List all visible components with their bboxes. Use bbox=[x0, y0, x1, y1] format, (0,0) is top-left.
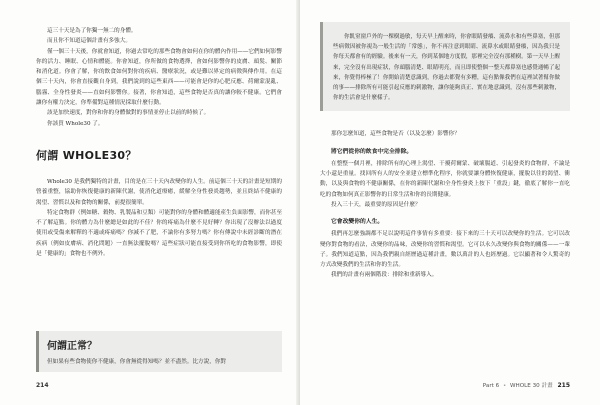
example-quote-box bbox=[320, 22, 570, 111]
body-paragraph: 這三十天是為了你獨一無二的身體。 bbox=[47, 28, 137, 34]
callout-text: 但如果有些食物使你不健康，你會無從得知嗎？並不盡然。比方說，你對 bbox=[47, 359, 227, 365]
callout-box bbox=[36, 331, 282, 372]
page-number-right: 215 bbox=[557, 382, 570, 389]
quote-text: 你飢窒窗戶外的一棵樹過敏，每天早上醒來時，你會眼睛發癢、流鼻水和有些鼻塞，但那些病徵因被你視為一般生活的「常態」，你不再注意到眼睛、流鼻水或眼睛發癢，因為我只是你每天都會有的經驗。後來有一天，你到某個地方度假，那裡完全沒有那種樹。第一天早上醒來，完全沒有出現症狀，你頭腦清楚、眼睛明亮，而且即使整個一整天都鼻塞也感覺通暢了起來，你覺得棒極了！你開始清楚意識到，你過去都覺有多糟，這有點像我們在這裡試著幫你做的事——排除所有可能引起反應的刺激物，讓你能夠真正、實在地意識到，沒有那些刺激物，你的生活會是什麼樣子。 bbox=[333, 34, 560, 102]
body-paragraph: 特定食物群（例如糖、穀物、乳製品和豆類）可能對你的身體和體適能產生負面影響，而你甚至不了解這點。你的體力為什麼總是如此的不佳？你的疼痛為什麼不見好轉？你出現了沒辦法以過度使用或受傷來解釋的不適或疼痛嗎？你減不了肥，不論你有多努力嗎？你有傳說中未經診斷的潛在疾病（例如皮膚病、消化問題）一直無法擺脫嗎？這些症狀可能直接受到你所吃的食物影響，即使是「健康的」食物也不例外。 bbox=[36, 209, 282, 258]
part-label: Part 6 bbox=[482, 383, 500, 389]
body-paragraph: 我們的計畫有兩個階段：排除和重新導入。 bbox=[331, 272, 438, 279]
body-paragraph: 投入三十天，最重要的原因是什麼？ bbox=[331, 201, 421, 208]
right-page bbox=[300, 0, 600, 405]
section-heading: 何謂 WHOLE30？ bbox=[36, 148, 137, 162]
page-number-left: 214 bbox=[36, 382, 49, 389]
body-paragraph: 該是加快速度，對你和你的身體做對的事情並停止以前的時候了。 bbox=[47, 110, 210, 117]
subheading: 將它們從你的飲食中完全排除。 bbox=[331, 148, 413, 155]
subheading: 它會改變你的人生。 bbox=[331, 219, 384, 226]
body-paragraph: 而且你不知道這個計畫有多強大。 bbox=[47, 38, 131, 45]
body-paragraph: 我們再怎麼強調都不足以說明這件事情有多重要：接下來的三十天可以改變你的生活。它可以改變你對食物的看法，改變你的品味，改變你的習慣和渴望。它可以永久改變你與食物的關係——一輩子。我們知道這點，因為我們親自經歷過這種計畫，數以萬計的人也經歷過。它以顯著和令人驚奇的方式改變我們的生活和你的生活。 bbox=[320, 231, 570, 269]
body-paragraph: 那你怎麼知道，這些食物是否（以及怎麼）影響你？ bbox=[331, 131, 460, 138]
callout-title: 何謂正常？ bbox=[47, 341, 97, 352]
page-footer bbox=[483, 381, 570, 389]
body-paragraph: 僅一個三十天後，你就會知道，你過去常吃的那些食物會如何在你的體內作用——它們如何影響你的活力、睡眠、心情和體能。你會知道，你所做的食物選擇，會如何影響你的皮膚、頭髮、關節和消化道。你會了解，你的飲食如何對你的疾病、醫療狀況，或是難以界定的病徵與傳作用。在這個三十天內，你會直接觀自身到，我們說到的這些東西——可能會是你的心肥反應、荷爾蒙混亂、腦霧、全身性發炎——直如何影響你。接著，你會知道，這些食物是否真的讓你較不健康。它們會讓你有權力決定，你準備對這種情況採取什麼行動。 bbox=[36, 48, 282, 107]
book-title: WHOLE 30 計畫 bbox=[510, 383, 553, 389]
body-paragraph: Whole30 是我們獨特的計畫，目的是在三十天內改變你的人生。前這個三十天的計畫是短期的營養重整，協助你恢復健康的新陳代謝，使消化道療癒，緩解全身性發炎趨勢，並且終結不健康的渴望、習慣以及和食物的關係，前提很簡單。 bbox=[36, 178, 282, 206]
body-paragraph: 你該買 Whole30 了。 bbox=[47, 120, 104, 127]
footer-separator: • bbox=[502, 383, 507, 389]
body-paragraph: 在整整一個月裡，排除所有的心理上渴望、干擾荷爾蒙、破壞腸道、引起發炎的食物群，不論是大小還是重量。找回所有人的安全並建立標準化程序，你就要讓身體恢復健康，擺脫以往的渴望、衝動，以及與食物的不健康關係，在你的新陳代謝和全身性發炎上按下「重設」鍵，徹底了解你一直吃吃的食物如何真正影響你的日常生活和你的長期健康。 bbox=[320, 160, 570, 198]
